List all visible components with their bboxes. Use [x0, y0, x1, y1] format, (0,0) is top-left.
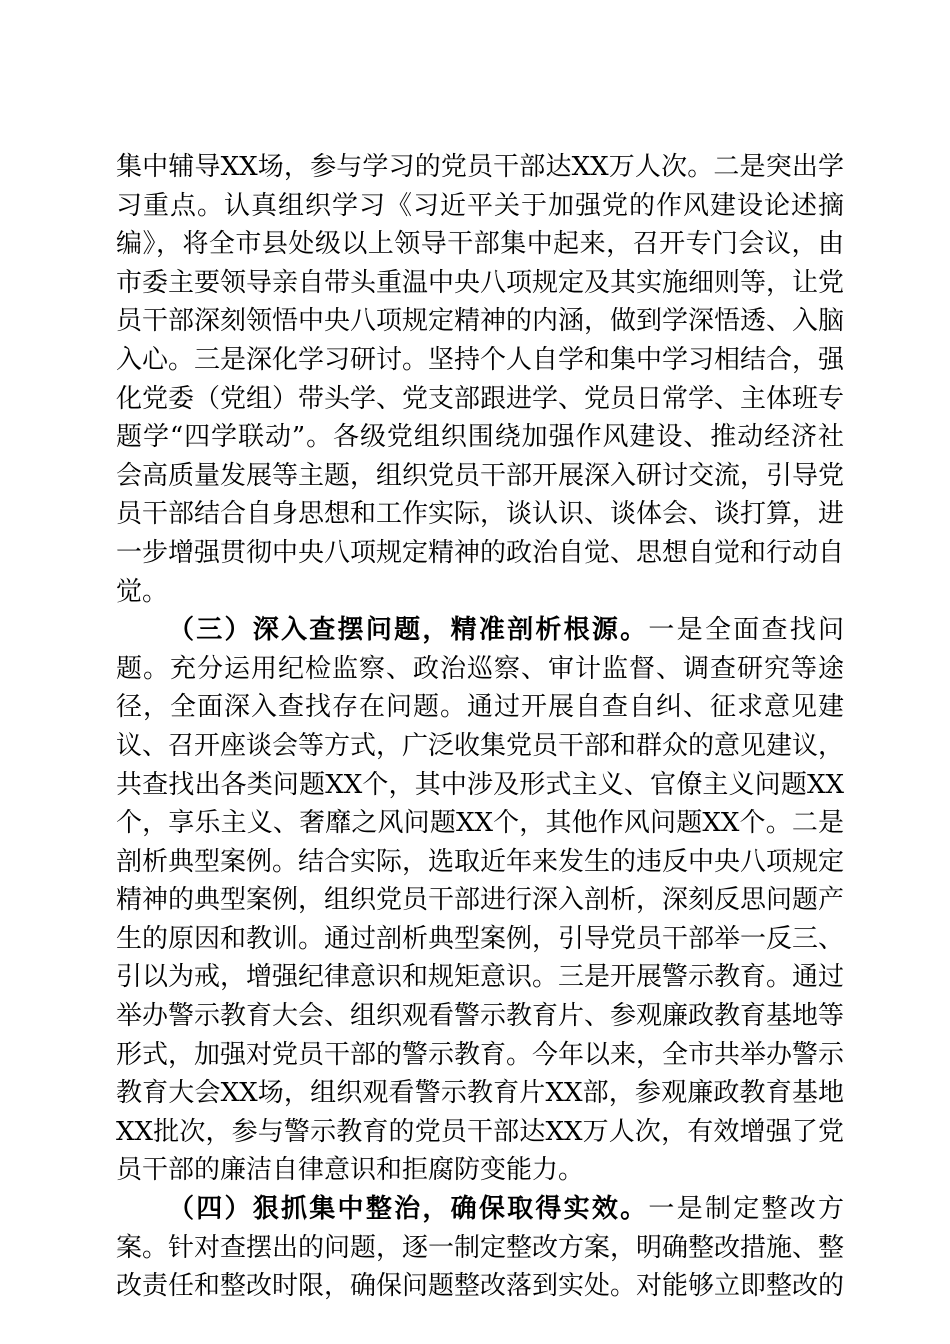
paragraph-section-four	[116, 1190, 844, 1306]
paragraph-body: 集中辅导XX场，参与学习的党员干部达XX万人次。二是突出学习重点。认真组织学习《习近平关于加强党的作风建设论述摘编》，将全市县处级以上领导干部集中起来，召开专门会议，由市委主要领导亲自带头重温中央八项规定及其实施细则等，让党员干部深刻领悟中央八项规定精神的内涵，做到学深悟透、入脑入心。三是深化学习研讨。坚持个人自学和集中学习相结合，强化党委（党组）带头学、党支部跟进学、党员日常学、主体班专题学“四学联动”。各级党组织围绕加强作风建设、推动经济社会高质量发展等主题，组织党员干部开展深入研讨交流，引导党员干部结合自身思想和工作实际，谈认识、谈体会、谈打算，进一步增强贯彻中央八项规定精神的政治自觉、思想自觉和行动自觉。	[116, 152, 845, 607]
section-heading-four: （四）狠抓集中整治，确保取得实效。	[168, 1194, 649, 1225]
section-heading-three: （三）深入查摆问题，精准剖析根源。	[168, 615, 649, 646]
paragraph-body: 一是制定整改方案。针对查摆出的问题，逐一制定整改方案，明确整改措施、整改责任和整改时限，确保问题整改落到实处。对能够立即整改的	[116, 1194, 845, 1302]
paragraph-study-continuation	[116, 148, 844, 611]
paragraph-section-three	[116, 611, 844, 1190]
paragraph-body: 一是全面查找问题。充分运用纪检监察、政治巡察、审计监督、调查研究等途径，全面深入查找存在问题。通过开展自查自纠、征求意见建议、召开座谈会等方式，广泛收集党员干部和群众的意见建议，共查找出各类问题XX个，其中涉及形式主义、官僚主义问题XX个，享乐主义、奢靡之风问题XX个，其他作风问题XX个。二是剖析典型案例。结合实际，选取近年来发生的违反中央八项规定精神的典型案例，组织党员干部进行深入剖析，深刻反思问题产生的原因和教训。通过剖析典型案例，引导党员干部举一反三、引以为戒，增强纪律意识和规矩意识。三是开展警示教育。通过举办警示教育大会、组织观看警示教育片、参观廉政教育基地等形式，加强对党员干部的警示教育。今年以来，全市共举办警示教育大会XX场，组织观看警示教育片XX部，参观廉政教育基地XX批次，参与警示教育的党员干部达XX万人次，有效增强了党员干部的廉洁自律意识和拒腐防变能力。	[116, 615, 845, 1186]
document-body	[116, 148, 844, 1306]
